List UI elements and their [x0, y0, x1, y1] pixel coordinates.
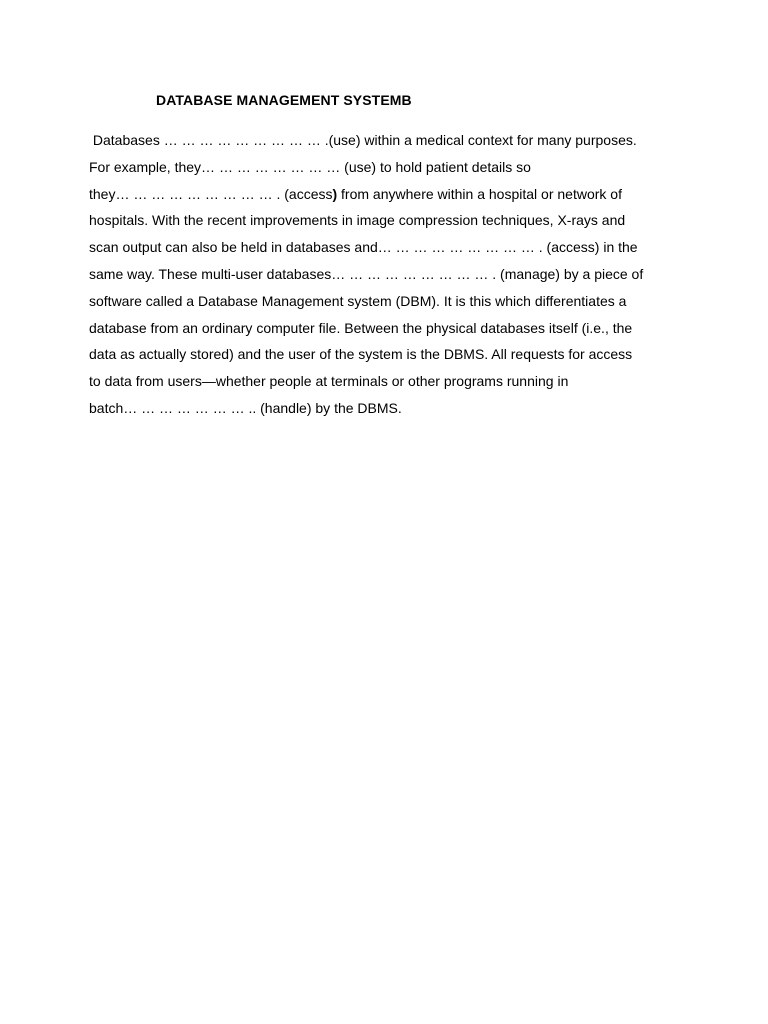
body-line-3-bold-paren: ) — [332, 185, 338, 202]
body-line-3-end: from anywhere within a hospital or network of — [337, 185, 622, 202]
body-line-4: hospitals. With the recent improvements in image compression techniques, X-rays and — [89, 212, 626, 229]
body-line-10: to data from users—whether people at terminals or other programs running in — [89, 373, 569, 390]
body-line-6: same way. These multi-user databases… … … … … … … … … . (manage) by a piece of — [89, 265, 644, 282]
document-body — [89, 130, 689, 425]
body-line-2: For example, they… … … … … … … … (use) to hold patient details so — [89, 158, 531, 175]
document-title: DATABASE MANAGEMENT SYSTEMB — [156, 92, 412, 108]
body-line-8: database from an ordinary computer file. Between the physical databases itself (i.e., the — [89, 319, 633, 336]
body-line-3 — [89, 184, 689, 211]
body-line-11: batch… … … … … … … .. (handle) by the DBMS. — [89, 399, 402, 416]
body-line-7: software called a Database Management system (DBM). It is this which differentiates a — [89, 292, 627, 309]
body-line-9: data as actually stored) and the user of the system is the DBMS. All requests for access — [89, 346, 633, 363]
body-line-3-start: they… … … … … … … … … . (access — [89, 185, 333, 202]
body-line-1: Databases … … … … … … … … … .(use) within a medical context for many purposes. — [89, 132, 637, 148]
body-line-5: scan output can also be held in databases and… … … … … … … … … . (access) in the — [89, 239, 638, 256]
